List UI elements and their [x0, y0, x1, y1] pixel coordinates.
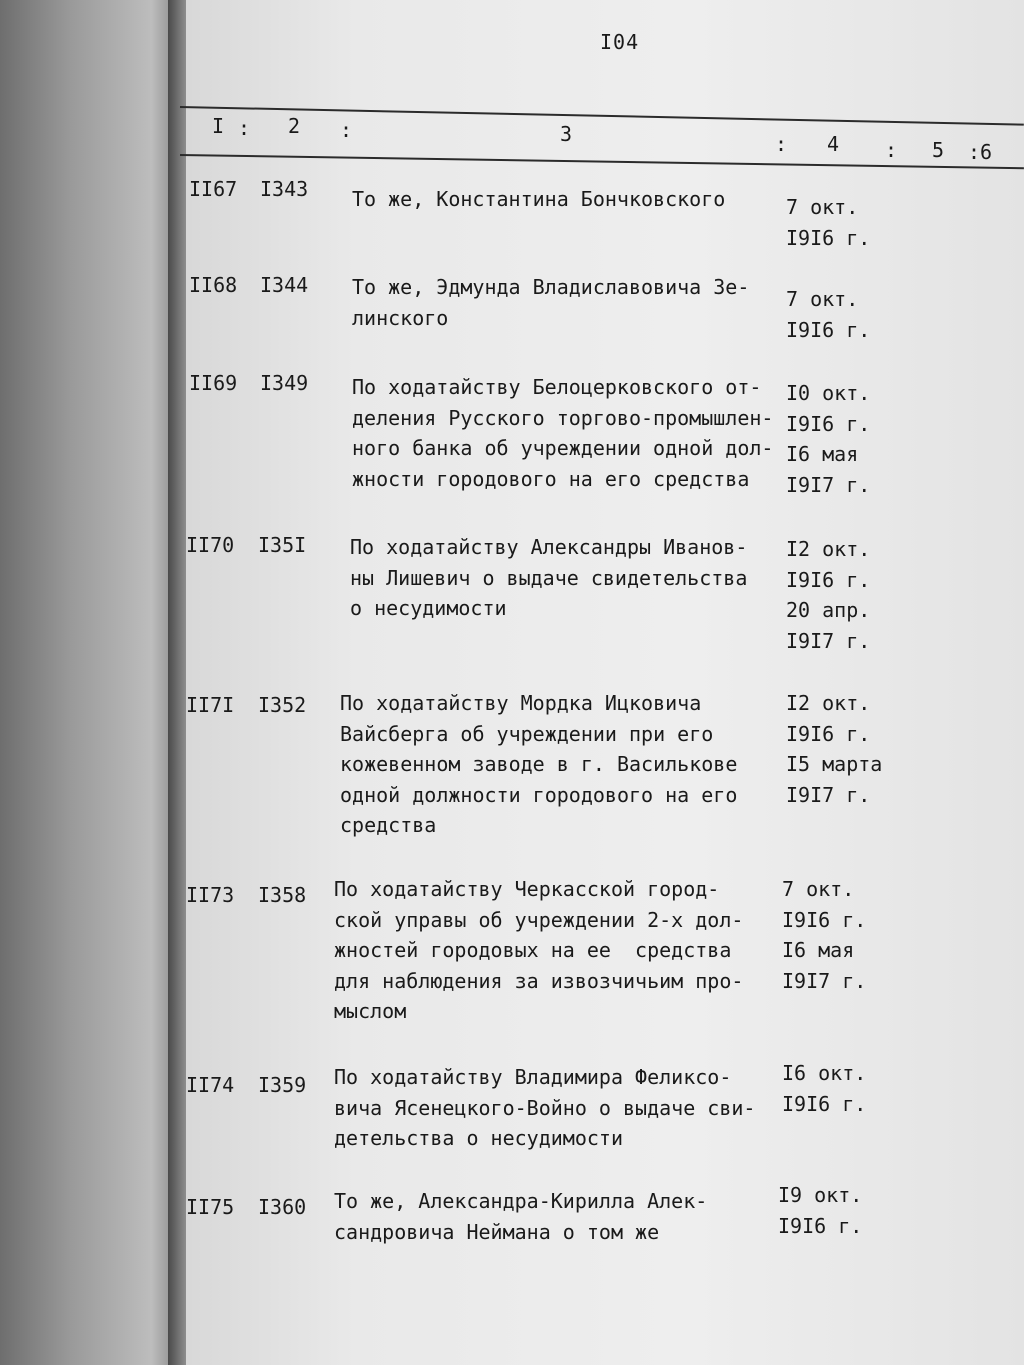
col-header-2: 2 [288, 114, 301, 138]
row-dates: 7 окт. I9I6 г. [786, 195, 871, 250]
row-number: II7I [186, 693, 235, 717]
row-number: II74 [186, 1073, 235, 1097]
row-description: То же, Александра-Кирилла Алек- сандровича Неймана о том же [334, 1189, 708, 1244]
row-doc-number: I352 [258, 693, 307, 717]
row-number: II73 [186, 883, 235, 907]
row-description: По ходатайству Белоцерковского от- деления Русского торгово-промышлен- ного банка об учреждении одной дол- жности городового на его средства [352, 375, 774, 491]
row-dates: I6 окт. I9I6 г. [782, 1061, 867, 1116]
col-header-sep-4: : [885, 138, 898, 162]
page-number: I04 [600, 30, 640, 54]
col-header-3: 3 [560, 122, 573, 146]
row-number: II68 [189, 273, 238, 297]
col-header-4: 4 [827, 132, 840, 156]
row-dates: I9 окт. I9I6 г. [778, 1183, 863, 1238]
row-doc-number: I343 [260, 177, 309, 201]
row-doc-number: I344 [260, 273, 309, 297]
row-number: II70 [186, 533, 235, 557]
col-header-6: :6 [968, 140, 993, 164]
row-dates: I0 окт. I9I6 г. I6 мая I9I7 г. [786, 381, 871, 497]
row-description: По ходатайству Черкасской город- ской управы об учреждении 2-х дол- жностей городовых на ее средства для наблюдения за извозчичьим про- мыслом [334, 877, 744, 1023]
row-doc-number: I358 [258, 883, 307, 907]
row-number: II67 [189, 177, 238, 201]
col-header-1: I [212, 114, 225, 138]
row-number: II69 [189, 371, 238, 395]
row-dates: 7 окт. I9I6 г. I6 мая I9I7 г. [782, 877, 867, 993]
row-description: По ходатайству Мордка Ицковича Вайсберга об учреждении при его кожевенном заводе в г. Василькове одной должности городового на его средства [340, 691, 738, 837]
col-header-sep-1: : [238, 116, 251, 140]
row-description: То же, Константина Бончковского [352, 187, 726, 211]
row-dates: 7 окт. I9I6 г. [786, 287, 871, 342]
row-description: По ходатайству Александры Иванов- ны Лишевич о выдаче свидетельства о несудимости [350, 535, 748, 620]
row-doc-number: I35I [258, 533, 307, 557]
row-description: То же, Эдмунда Владиславовича Зе- линского [352, 275, 750, 330]
row-description: По ходатайству Владимира Феликсо- вича Ясенецкого-Войно о выдаче сви- детельства о несудимости [334, 1065, 756, 1150]
col-header-5: 5 [932, 138, 945, 162]
col-header-sep-3: : [775, 132, 788, 156]
row-dates: I2 окт. I9I6 г. 20 апр. I9I7 г. [786, 537, 871, 653]
left-page-shadow [0, 0, 178, 1365]
row-dates: I2 окт. I9I6 г. I5 марта I9I7 г. [786, 691, 883, 807]
row-doc-number: I359 [258, 1073, 307, 1097]
col-header-sep-2: : [340, 118, 353, 142]
row-doc-number: I360 [258, 1195, 307, 1219]
row-doc-number: I349 [260, 371, 309, 395]
row-number: II75 [186, 1195, 235, 1219]
